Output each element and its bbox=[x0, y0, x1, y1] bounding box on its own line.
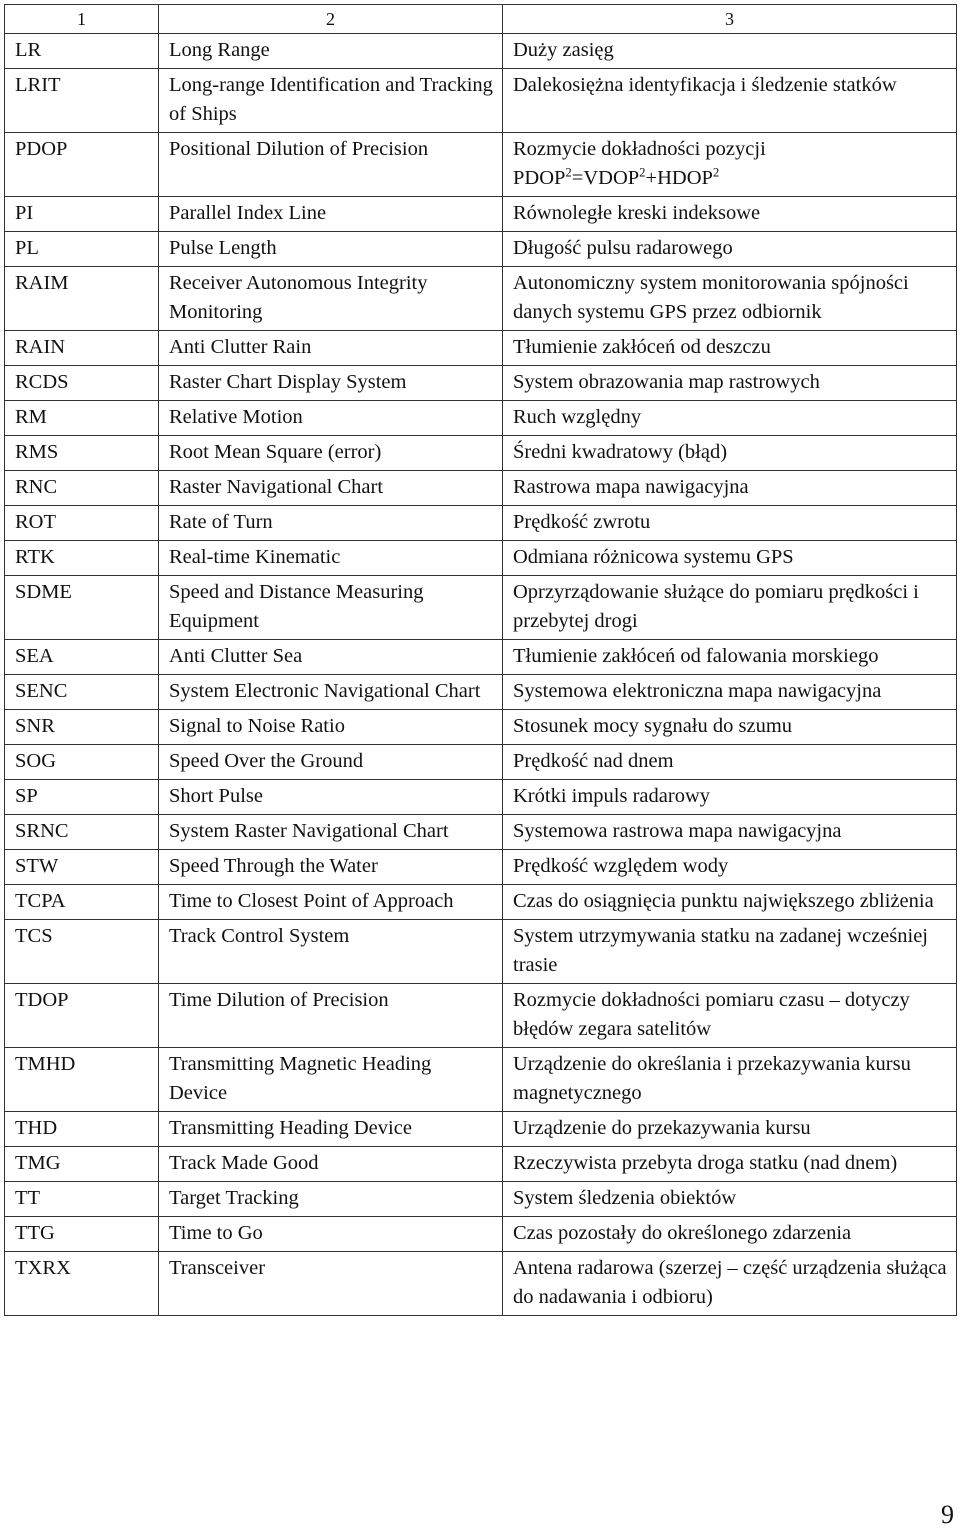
polish-term-text: Rzeczywista przebyta droga statku (nad dnem) bbox=[513, 1152, 898, 1174]
polish-term-cell bbox=[503, 34, 957, 69]
polish-term-cell bbox=[503, 197, 957, 232]
polish-term-text: Duży zasięg bbox=[513, 39, 614, 61]
table-row bbox=[5, 984, 957, 1048]
table-row bbox=[5, 541, 957, 576]
abbreviation-cell: THD bbox=[5, 1112, 159, 1147]
abbreviation-cell: LR bbox=[5, 34, 159, 69]
table-header bbox=[5, 5, 957, 34]
table-row bbox=[5, 401, 957, 436]
abbreviation-cell: PL bbox=[5, 232, 159, 267]
table-row bbox=[5, 780, 957, 815]
table-row bbox=[5, 331, 957, 366]
table-row bbox=[5, 506, 957, 541]
polish-term-cell bbox=[503, 815, 957, 850]
polish-term-cell bbox=[503, 984, 957, 1048]
english-term-cell: Anti Clutter Rain bbox=[159, 331, 503, 366]
abbreviation-cell: TMG bbox=[5, 1147, 159, 1182]
polish-term-cell bbox=[503, 1048, 957, 1112]
table-row bbox=[5, 133, 957, 197]
english-term-cell: Transmitting Magnetic Heading Device bbox=[159, 1048, 503, 1112]
polish-term-cell bbox=[503, 366, 957, 401]
abbreviation-cell: SENC bbox=[5, 675, 159, 710]
english-term-cell: Receiver Autonomous Integrity Monitoring bbox=[159, 267, 503, 331]
abbreviation-cell: RNC bbox=[5, 471, 159, 506]
english-term-cell: Long-range Identification and Tracking of Ships bbox=[159, 69, 503, 133]
polish-term-text: Długość pulsu radarowego bbox=[513, 237, 733, 259]
polish-term-cell bbox=[503, 1182, 957, 1217]
polish-term-text: Czas do osiągnięcia punktu największego zbliżenia bbox=[513, 890, 934, 912]
polish-term-cell bbox=[503, 780, 957, 815]
polish-term-text: Prędkość zwrotu bbox=[513, 511, 651, 533]
polish-term-text: Rozmycie dokładności pomiaru czasu – dotyczy błędów zegara satelitów bbox=[513, 989, 910, 1040]
abbreviation-cell: RTK bbox=[5, 541, 159, 576]
english-term-cell: Rate of Turn bbox=[159, 506, 503, 541]
polish-term-cell bbox=[503, 133, 957, 197]
abbreviation-cell: SNR bbox=[5, 710, 159, 745]
polish-term-text: Urządzenie do przekazywania kursu bbox=[513, 1117, 811, 1139]
polish-term-cell bbox=[503, 331, 957, 366]
polish-term-cell bbox=[503, 506, 957, 541]
polish-term-text: Prędkość względem wody bbox=[513, 855, 729, 877]
table-row bbox=[5, 1182, 957, 1217]
polish-term-cell bbox=[503, 267, 957, 331]
polish-term-text: Rastrowa mapa nawigacyjna bbox=[513, 476, 749, 498]
polish-term-text: Autonomiczny system monitorowania spójności danych systemu GPS przez odbiornik bbox=[513, 272, 909, 323]
page-number: 9 bbox=[941, 1500, 954, 1529]
english-term-cell: Root Mean Square (error) bbox=[159, 436, 503, 471]
table-row bbox=[5, 885, 957, 920]
polish-term-cell bbox=[503, 401, 957, 436]
polish-term-cell bbox=[503, 640, 957, 675]
abbreviation-cell: STW bbox=[5, 850, 159, 885]
table-body bbox=[5, 34, 957, 1316]
table-row bbox=[5, 436, 957, 471]
table-row bbox=[5, 471, 957, 506]
table-row bbox=[5, 815, 957, 850]
english-term-cell: Speed and Distance Measuring Equipment bbox=[159, 576, 503, 640]
polish-term-cell bbox=[503, 920, 957, 984]
polish-term-cell bbox=[503, 1112, 957, 1147]
english-term-cell: Real-time Kinematic bbox=[159, 541, 503, 576]
polish-term-text: Ruch względny bbox=[513, 406, 642, 428]
english-term-cell: Track Made Good bbox=[159, 1147, 503, 1182]
abbreviation-cell: SP bbox=[5, 780, 159, 815]
polish-term-cell bbox=[503, 850, 957, 885]
table-row bbox=[5, 640, 957, 675]
english-term-cell: System Raster Navigational Chart bbox=[159, 815, 503, 850]
polish-term-text: Systemowa rastrowa mapa nawigacyjna bbox=[513, 820, 842, 842]
english-term-cell: Short Pulse bbox=[159, 780, 503, 815]
english-term-cell: Positional Dilution of Precision bbox=[159, 133, 503, 197]
abbreviation-cell: TCS bbox=[5, 920, 159, 984]
formula-exponent: 2 bbox=[712, 165, 720, 180]
polish-term-cell bbox=[503, 541, 957, 576]
english-term-cell: Time to Go bbox=[159, 1217, 503, 1252]
polish-term-text: Krótki impuls radarowy bbox=[513, 785, 710, 807]
column-number-1: 1 bbox=[5, 5, 159, 34]
abbreviation-cell: TTG bbox=[5, 1217, 159, 1252]
polish-term-cell bbox=[503, 1252, 957, 1316]
english-term-cell: Raster Navigational Chart bbox=[159, 471, 503, 506]
polish-term-text: Równoległe kreski indeksowe bbox=[513, 202, 761, 224]
polish-term-text: Urządzenie do określania i przekazywania kursu magnetycznego bbox=[513, 1053, 911, 1104]
polish-term-text: Tłumienie zakłóceń od deszczu bbox=[513, 336, 771, 358]
table-row bbox=[5, 1217, 957, 1252]
table-row bbox=[5, 232, 957, 267]
polish-term-cell bbox=[503, 1147, 957, 1182]
abbreviation-cell: SEA bbox=[5, 640, 159, 675]
english-term-cell: Signal to Noise Ratio bbox=[159, 710, 503, 745]
column-number-3: 3 bbox=[503, 5, 957, 34]
table-row bbox=[5, 576, 957, 640]
table-row bbox=[5, 675, 957, 710]
abbreviation-cell: RAIN bbox=[5, 331, 159, 366]
abbreviations-table bbox=[4, 4, 957, 1316]
polish-term-text: System obrazowania map rastrowych bbox=[513, 371, 820, 393]
abbreviation-cell: ROT bbox=[5, 506, 159, 541]
polish-term-text: System utrzymywania statku na zadanej wcześniej trasie bbox=[513, 925, 928, 976]
polish-term-text: Systemowa elektroniczna mapa nawigacyjna bbox=[513, 680, 882, 702]
english-term-cell: System Electronic Navigational Chart bbox=[159, 675, 503, 710]
english-term-cell: Speed Over the Ground bbox=[159, 745, 503, 780]
abbreviation-cell: SOG bbox=[5, 745, 159, 780]
english-term-cell: Transmitting Heading Device bbox=[159, 1112, 503, 1147]
abbreviation-cell: TDOP bbox=[5, 984, 159, 1048]
polish-term-cell bbox=[503, 885, 957, 920]
abbreviation-cell: TCPA bbox=[5, 885, 159, 920]
formula-exponent: 2 bbox=[639, 165, 646, 180]
table-row bbox=[5, 267, 957, 331]
english-term-cell: Time to Closest Point of Approach bbox=[159, 885, 503, 920]
formula-exponent: 2 bbox=[565, 165, 572, 180]
english-term-cell: Pulse Length bbox=[159, 232, 503, 267]
polish-term-cell bbox=[503, 675, 957, 710]
english-term-cell: Target Tracking bbox=[159, 1182, 503, 1217]
polish-term-text: Antena radarowa (szerzej – część urządzenia służąca do nadawania i odbioru) bbox=[513, 1257, 947, 1308]
abbreviation-cell: RMS bbox=[5, 436, 159, 471]
english-term-cell: Track Control System bbox=[159, 920, 503, 984]
polish-term-text: Prędkość nad dnem bbox=[513, 750, 674, 772]
table-row bbox=[5, 366, 957, 401]
english-term-cell: Transceiver bbox=[159, 1252, 503, 1316]
table-row bbox=[5, 920, 957, 984]
english-term-cell: Anti Clutter Sea bbox=[159, 640, 503, 675]
polish-term-cell bbox=[503, 745, 957, 780]
polish-term-cell bbox=[503, 69, 957, 133]
polish-term-text: Tłumienie zakłóceń od falowania morskiego bbox=[513, 645, 879, 667]
table-row bbox=[5, 69, 957, 133]
formula-term: +HDOP bbox=[645, 167, 713, 189]
abbreviation-cell: RM bbox=[5, 401, 159, 436]
polish-term-cell bbox=[503, 436, 957, 471]
abbreviation-cell: SRNC bbox=[5, 815, 159, 850]
english-term-cell: Raster Chart Display System bbox=[159, 366, 503, 401]
table-row bbox=[5, 710, 957, 745]
formula-term: =VDOP bbox=[571, 167, 640, 189]
english-term-cell: Time Dilution of Precision bbox=[159, 984, 503, 1048]
abbreviation-cell: LRIT bbox=[5, 69, 159, 133]
table-row bbox=[5, 850, 957, 885]
polish-term-cell bbox=[503, 710, 957, 745]
polish-term-cell bbox=[503, 576, 957, 640]
table-row bbox=[5, 1112, 957, 1147]
polish-term-cell bbox=[503, 1217, 957, 1252]
table-row bbox=[5, 745, 957, 780]
abbreviation-cell: RCDS bbox=[5, 366, 159, 401]
polish-term-text: System śledzenia obiektów bbox=[513, 1187, 737, 1209]
table-row bbox=[5, 1147, 957, 1182]
column-number-row bbox=[5, 5, 957, 34]
abbreviation-cell: PI bbox=[5, 197, 159, 232]
abbreviation-cell: SDME bbox=[5, 576, 159, 640]
polish-term-cell bbox=[503, 471, 957, 506]
polish-term-text: Oprzyrządowanie służące do pomiaru prędkości i przebytej drogi bbox=[513, 581, 919, 632]
polish-term-text: Rozmycie dokładności pozycji bbox=[513, 138, 766, 160]
english-term-cell: Parallel Index Line bbox=[159, 197, 503, 232]
table-row bbox=[5, 197, 957, 232]
table-row bbox=[5, 1252, 957, 1316]
polish-term-cell bbox=[503, 232, 957, 267]
english-term-cell: Relative Motion bbox=[159, 401, 503, 436]
table-row bbox=[5, 1048, 957, 1112]
abbreviation-cell: RAIM bbox=[5, 267, 159, 331]
column-number-2: 2 bbox=[159, 5, 503, 34]
polish-term-text: Odmiana różnicowa systemu GPS bbox=[513, 546, 794, 568]
polish-term-text: Dalekosiężna identyfikacja i śledzenie statków bbox=[513, 74, 897, 96]
english-term-cell: Long Range bbox=[159, 34, 503, 69]
pdop-formula bbox=[513, 164, 948, 193]
abbreviation-cell: PDOP bbox=[5, 133, 159, 197]
table-row bbox=[5, 34, 957, 69]
abbreviation-cell: TMHD bbox=[5, 1048, 159, 1112]
polish-term-text: Czas pozostały do określonego zdarzenia bbox=[513, 1222, 852, 1244]
polish-term-text: Stosunek mocy sygnału do szumu bbox=[513, 715, 793, 737]
formula-term: PDOP bbox=[513, 167, 566, 189]
english-term-cell: Speed Through the Water bbox=[159, 850, 503, 885]
polish-term-text: Średni kwadratowy (błąd) bbox=[513, 441, 728, 463]
abbreviation-cell: TXRX bbox=[5, 1252, 159, 1316]
abbreviation-cell: TT bbox=[5, 1182, 159, 1217]
